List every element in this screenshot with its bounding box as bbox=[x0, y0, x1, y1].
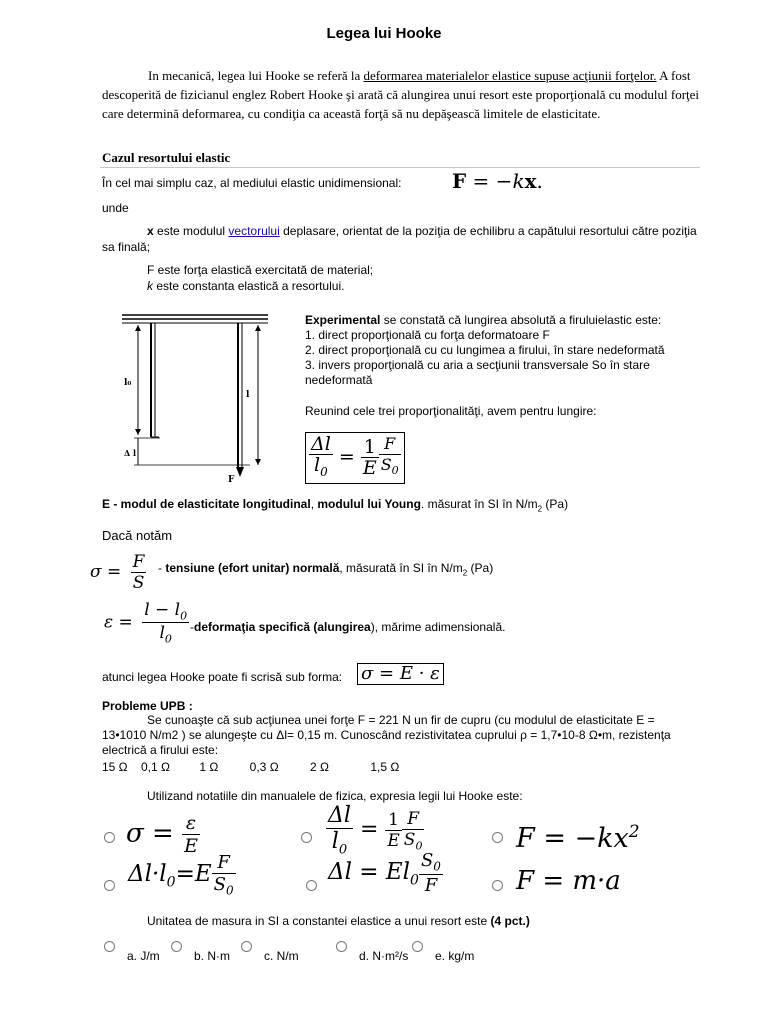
radio-option[interactable] bbox=[492, 832, 503, 843]
option-0-3-ohm: 0,3 Ω bbox=[249, 760, 279, 774]
hooke-formula-vector: F = −kx. bbox=[452, 169, 543, 193]
option-sigma-eps-E: σ = $\frac{\varepsilon}{E}$ bbox=[126, 812, 198, 857]
experimental-item: 2. direct proporţională cu cu lungimea a firului, în stare nedeformată bbox=[305, 343, 665, 357]
young-c: modulul lui Young bbox=[317, 497, 421, 511]
experimental-block bbox=[305, 313, 685, 388]
F-def-text: este forţa elastică exercitată de material; bbox=[154, 263, 374, 277]
option-F-ma: F = m·a bbox=[516, 866, 621, 896]
radio-option[interactable] bbox=[301, 832, 312, 843]
simple-case-text: În cel mai simplu caz, al mediului elastic unidimensional: bbox=[102, 176, 402, 190]
option-F-minus-kx2: $F = -kx^2$ bbox=[516, 822, 640, 854]
sigma-c: , măsurată în SI în N/m bbox=[339, 561, 463, 575]
problem-3-points: (4 pct.) bbox=[490, 914, 530, 928]
x-definition bbox=[102, 223, 702, 255]
k-definition bbox=[147, 278, 344, 294]
unde-text: unde bbox=[102, 201, 129, 215]
intro-underlined: deformarea materialelor elastice supuse acţiunii forţelor. bbox=[363, 68, 657, 83]
section-title: Cazul resortului elastic bbox=[102, 150, 231, 165]
option-dl-E-l0: $\Delta l = El_0$ $\frac{S_0}{F}$ bbox=[328, 850, 441, 896]
wire-elongation-figure bbox=[110, 305, 290, 485]
sigma-E-eps-formula: σ = E · ε bbox=[357, 663, 444, 685]
eps-b: deformaţia specifică (alungirea bbox=[194, 620, 371, 634]
atunci-text: atunci legea Hooke poate fi scrisă sub forma: bbox=[102, 670, 343, 684]
k-def-text: este constanta elastică a resortului. bbox=[153, 279, 345, 293]
sigma-d: (Pa) bbox=[467, 561, 494, 575]
radio-option[interactable] bbox=[412, 941, 423, 952]
intro-text-a: In mecanică, legea lui Hooke se referă la bbox=[148, 68, 364, 83]
l-label: l bbox=[246, 390, 250, 400]
experimental-rest: se constată că lungirea absolută a firuluielastic este: bbox=[380, 313, 662, 327]
option-b-label: b. N·m bbox=[194, 949, 230, 963]
x-symbol: x bbox=[147, 224, 154, 238]
experimental-bold: Experimental bbox=[305, 313, 381, 327]
problem-1-options bbox=[102, 759, 399, 775]
option-d-label: d. N·m²/s bbox=[359, 949, 409, 963]
option-1-ohm: 1 Ω bbox=[199, 760, 219, 774]
vectorului-link[interactable]: vectorului bbox=[228, 224, 280, 238]
young-sub: 2 bbox=[537, 504, 543, 514]
F-label: F bbox=[228, 475, 235, 485]
epsilon-description bbox=[190, 619, 505, 635]
option-0-1-ohm: 0,1 Ω bbox=[141, 760, 170, 774]
experimental-item: 3. invers proporţională cu aria a secţiunii transversale So în stare nedeformată bbox=[305, 358, 650, 387]
option-dl-l0: $\frac{\Delta l}{l_0}$ = $\frac{1}{E}$ $\frac{F}{S_0}$ bbox=[328, 803, 423, 858]
sigma-formula: σ = $\frac{F}{S}$ bbox=[90, 552, 145, 593]
reunind-text: Reunind cele trei proporţionalităţi, avem pentru lungire: bbox=[305, 404, 597, 418]
option-e-label: e. kg/m bbox=[435, 949, 475, 963]
daca-notam-text: Dacă notăm bbox=[102, 528, 173, 543]
young-b: , bbox=[310, 497, 318, 511]
problem-3-a: Unitatea de masura in SI a constantei elastice a unui resort este bbox=[147, 914, 491, 928]
eps-c: ), mărime adimensională. bbox=[370, 620, 506, 634]
eps-a: - bbox=[190, 620, 194, 634]
intro-text-b: A fost descoperită de fizicianul englez Robert Hooke şi arată că alungirea unui resort este proporţională cu modulul forţei care determină deformarea, cu condiţia ca această forţă să nu depăşească limitele de elasticitate. bbox=[102, 68, 700, 121]
option-2-ohm: 2 Ω bbox=[310, 760, 329, 774]
x-def-text-b: deplasare, orientat de la poziţia de echilibru a capătului resortului către poziţia sa finală; bbox=[102, 224, 697, 254]
l0-label: l₀ bbox=[124, 378, 132, 388]
radio-option[interactable] bbox=[171, 941, 182, 952]
F-definition bbox=[147, 262, 373, 278]
radio-option[interactable] bbox=[492, 880, 503, 891]
intro-paragraph bbox=[102, 66, 702, 123]
elongation-formula: $\frac{\Delta l}{l_0}$ = $\frac{1}{E}$ $\frac{F}{S_0}$ bbox=[305, 432, 405, 484]
radio-option[interactable] bbox=[241, 941, 252, 952]
problem-1-text: Se cunoaşte că sub acţiunea unei forţe F = 221 N un fir de cupru (cu modulul de elasticitate E = 13•1010 N/m2 ) se alungeşte cu Δl= 0,15 m. Cunoscând rezistivitatea cuprului ρ = 1,7•10-8 Ω•m, rezistenţa electrică a firului este: bbox=[102, 713, 671, 757]
sigma-sub: 2 bbox=[462, 568, 468, 578]
radio-option[interactable] bbox=[104, 880, 115, 891]
sigma-a: - bbox=[158, 561, 166, 575]
young-e: (Pa) bbox=[542, 497, 569, 511]
option-dl-l0-E: $\Delta l\cdot l_0=E$ $\frac{F}{S_0}$ bbox=[128, 852, 234, 898]
epsilon-formula: ε = $\frac{l - l_0}{l_0}$ bbox=[104, 600, 188, 646]
radio-option[interactable] bbox=[336, 941, 347, 952]
option-15-ohm: 15 Ω bbox=[102, 760, 128, 774]
young-modulus-line bbox=[102, 496, 568, 517]
radio-option[interactable] bbox=[104, 832, 115, 843]
option-1-5-ohm: 1,5 Ω bbox=[370, 760, 400, 774]
delta-l-label: Δ l bbox=[124, 448, 137, 458]
problems-title: Probleme UPB : bbox=[102, 699, 193, 713]
young-a: E - modul de elasticitate longitudinal bbox=[102, 497, 311, 511]
section-divider bbox=[100, 167, 700, 168]
radio-option[interactable] bbox=[306, 880, 317, 891]
sigma-b: tensiune (efort unitar) normală bbox=[165, 561, 340, 575]
option-c-label: c. N/m bbox=[264, 949, 299, 963]
radio-option[interactable] bbox=[104, 941, 115, 952]
experimental-item: 1. direct proporţională cu forţa deformatoare F bbox=[305, 328, 550, 342]
problem-3-text bbox=[147, 913, 530, 929]
young-d: . măsurat în SI în N/m bbox=[420, 497, 538, 511]
x-def-text-a: este modulul bbox=[153, 224, 229, 238]
F-symbol: F bbox=[147, 263, 155, 277]
sigma-description bbox=[158, 560, 493, 581]
problem-2-text: Utilizand notatiile din manualele de fizica, expresia legii lui Hooke este: bbox=[147, 789, 523, 803]
k-symbol: k bbox=[147, 279, 153, 293]
option-a-label: a. J/m bbox=[127, 949, 160, 963]
page-title: Legea lui Hooke bbox=[326, 25, 442, 42]
